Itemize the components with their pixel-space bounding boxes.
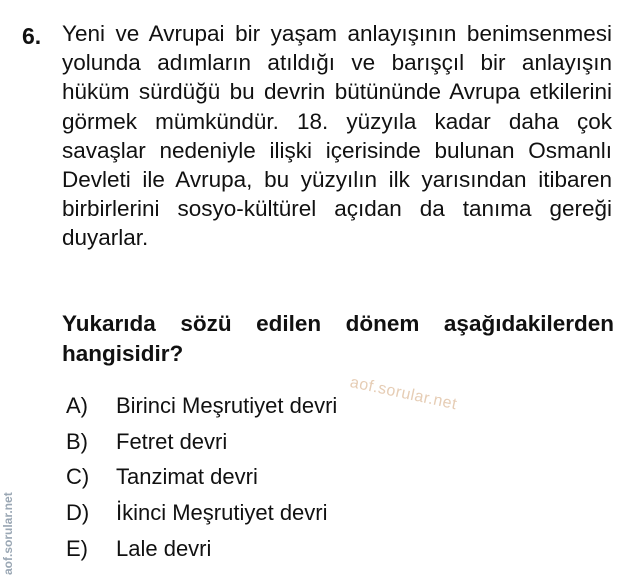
question-number: 6. (22, 23, 42, 49)
option-a[interactable] (66, 388, 337, 424)
option-letter: E) (66, 535, 88, 561)
option-letter: A) (66, 392, 88, 418)
option-text: Birinci Meşrutiyet devri (116, 392, 338, 418)
option-letter: B) (66, 428, 88, 454)
option-letter: C) (66, 464, 90, 490)
option-text: Fetret devri (116, 428, 228, 454)
question-passage: Yeni ve Avrupai bir yaşam anlayışının benimsenmesi yolunda adımların atıldığı ve barışçıl bir anlayışın hüküm sürdüğü bu devrin bütününde Avrupa etkilerini görmek mümkündür. 18. yüzyıla kadar daha çok savaşlar nedeniyle ilişki içerisinde bulunan Osmanlı Devleti ile Avrupa, bu yüzyılın ilk yarısından itibaren birbirlerini sosyo-kültürel açıdan da tanıma gereği duyarlar. (62, 21, 612, 251)
option-d[interactable] (66, 495, 337, 531)
question-prompt: Yukarıda sözü edilen dönem aşağıdakilerden hangisidir? (62, 311, 614, 366)
option-b[interactable] (66, 424, 337, 460)
option-text: İkinci Meşrutiyet devri (116, 499, 328, 525)
option-letter: D) (66, 499, 90, 525)
option-e[interactable] (66, 531, 337, 567)
option-c[interactable] (66, 459, 337, 495)
option-text: Lale devri (116, 535, 212, 561)
answer-options (66, 388, 337, 566)
watermark-center: aof.sorular.net (348, 374, 459, 414)
watermark-side: aof.sorular.net (1, 492, 15, 575)
option-text: Tanzimat devri (116, 464, 258, 490)
